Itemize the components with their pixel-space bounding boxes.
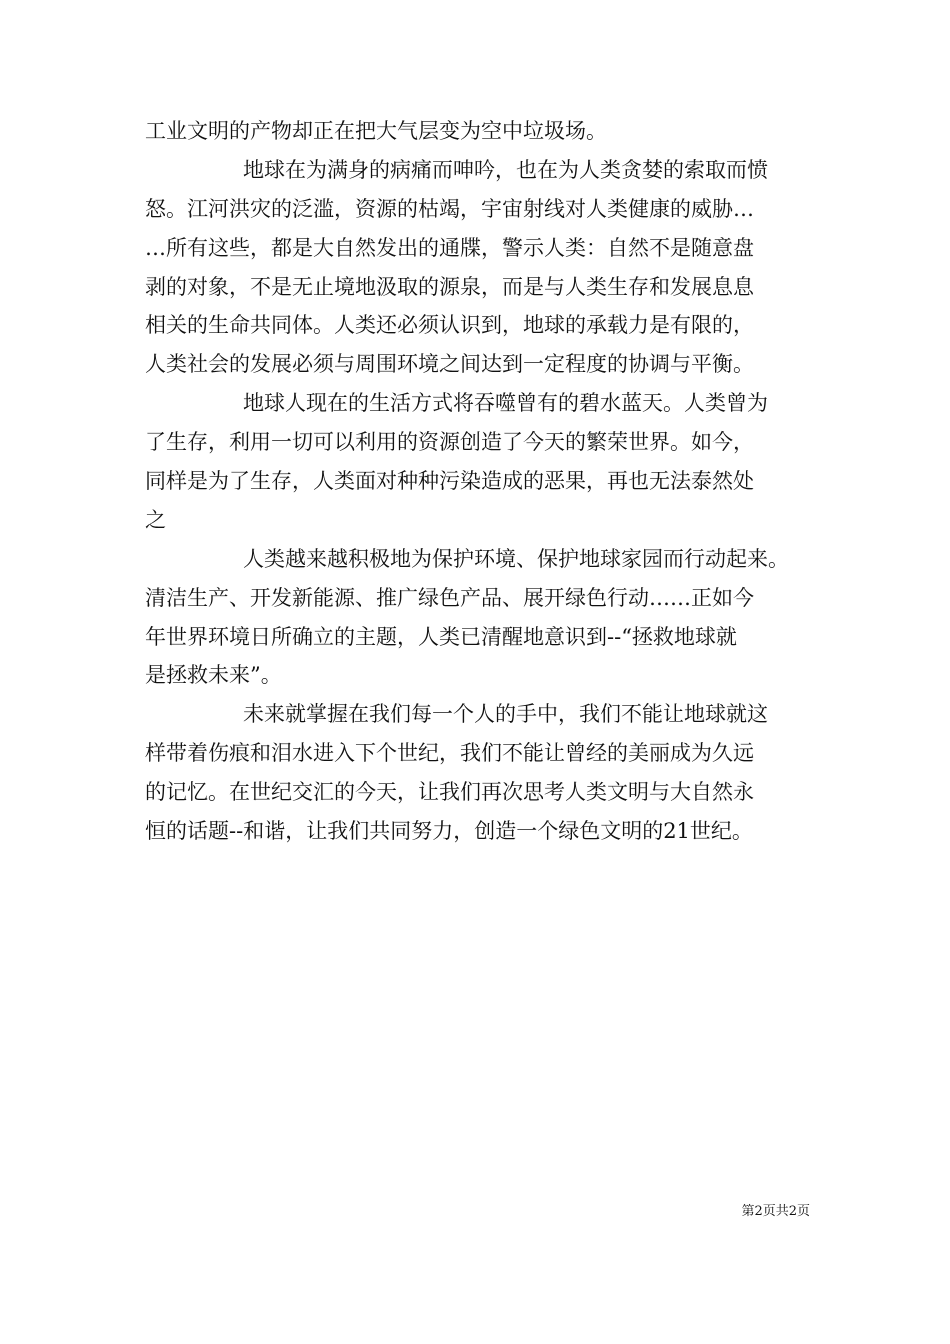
text-line: 的记忆。在世纪交汇的今天，让我们再次思考人类文明与大自然永 <box>145 780 754 805</box>
text-line: 剥的对象，不是无止境地汲取的源泉，而是与人类生存和发展息息 <box>145 274 754 299</box>
text-line: 清洁生产、开发新能源、推广绿色产品、展开绿色行动……正如今 <box>145 585 754 610</box>
text-line: 人类社会的发展必须与周围环境之间达到一定程度的协调与平衡。 <box>145 352 754 377</box>
text-line: 同样是为了生存，人类面对种种污染造成的恶果，再也无法泰然处 <box>145 469 754 494</box>
text-line: 地球在为满身的病痛而呻吟，也在为人类贪婪的索取而愤 <box>243 157 768 182</box>
text-line: 样带着伤痕和泪水进入下个世纪，我们不能让曾经的美丽成为久远 <box>145 741 754 766</box>
text-line: 恒的话题--和谐，让我们共同努力，创造一个绿色文明的21世纪。 <box>145 819 753 844</box>
text-line: 工业文明的产物却正在把大气层变为空中垃圾场。 <box>145 119 607 143</box>
text-line: 之 <box>145 507 166 532</box>
text-line: 未来就掌握在我们每一个人的手中，我们不能让地球就这 <box>243 702 768 727</box>
text-line: 了生存，利用一切可以利用的资源创造了今天的繁荣世界。如今， <box>145 430 754 455</box>
text-line: 人类越来越积极地为保护环境、保护地球家园而行动起来。 <box>243 546 789 571</box>
page-footer <box>0 1200 810 1224</box>
text-line: 地球人现在的生活方式将吞噬曾有的碧水蓝天。人类曾为 <box>243 391 768 416</box>
document-body <box>145 112 807 851</box>
text-line: 相关的生命共同体。人类还必须认识到，地球的承载力是有限的， <box>145 313 754 338</box>
text-line: 年世界环境日所确立的主题，人类已清醒地意识到--“拯救地球就 <box>145 624 737 649</box>
text-line: 怒。江河洪灾的泛滥，资源的枯竭，宇宙射线对人类健康的威胁… <box>145 196 754 221</box>
page-number: 第2页共2页 <box>741 1204 810 1219</box>
text-line: 是拯救未来”。 <box>145 663 282 688</box>
text-line: …所有这些，都是大自然发出的通牒，警示人类：自然不是随意盘 <box>145 235 754 260</box>
